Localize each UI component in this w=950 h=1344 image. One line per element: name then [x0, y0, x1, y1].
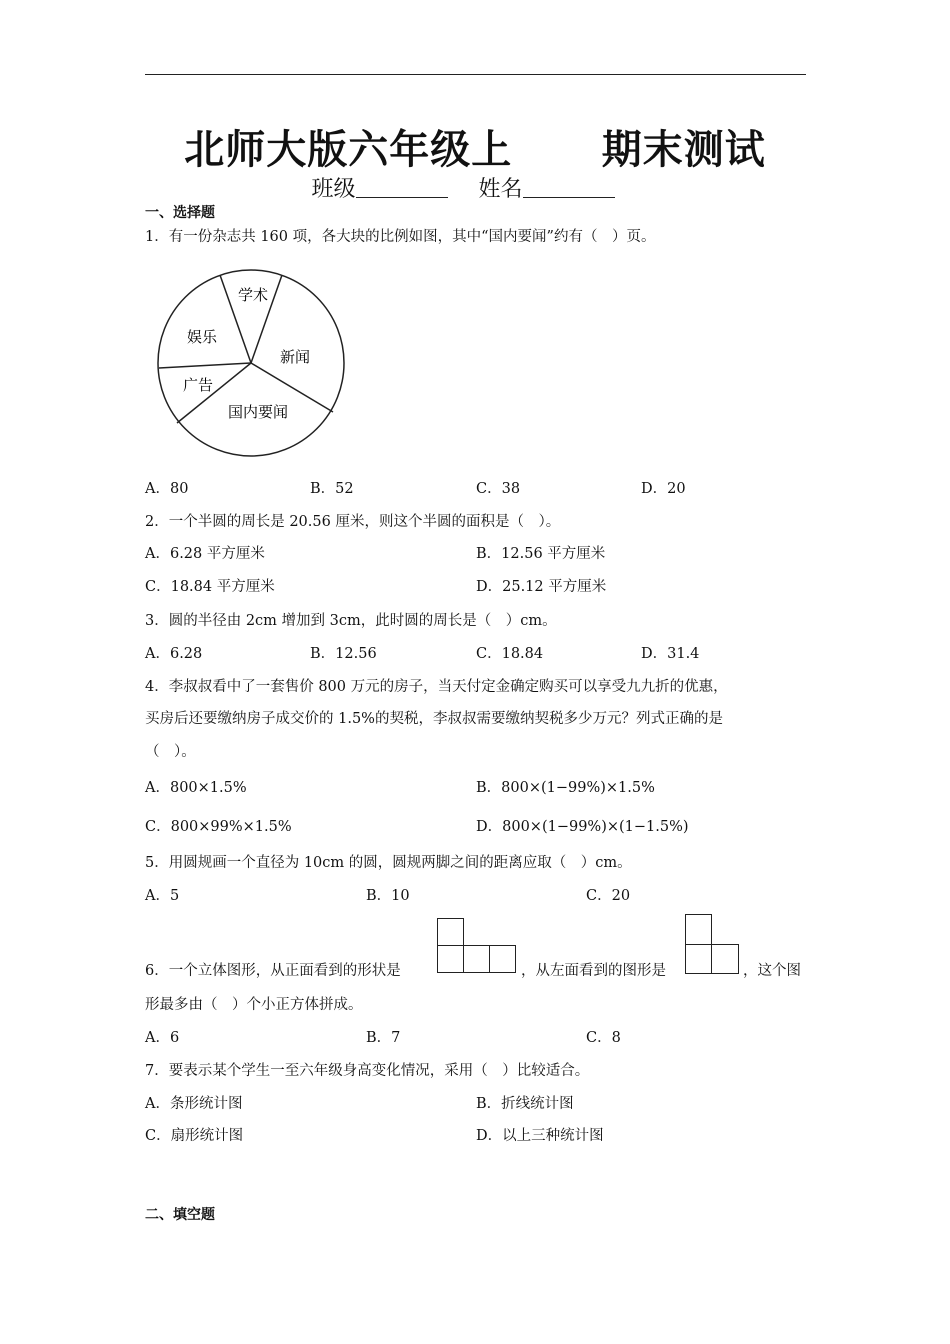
grid-cell: [711, 944, 739, 974]
q1-option-c[interactable]: C．38: [476, 481, 521, 497]
grid-cell: [437, 918, 464, 946]
question-4-line-2: 买房后还要缴纳房子成交价的 1.5%的契税，李叔叔需要缴纳契税多少万元？列式正确的是: [145, 711, 723, 727]
front-view-figure: [437, 918, 517, 974]
grid-cell: [489, 945, 516, 973]
q5-option-a[interactable]: A．5: [145, 888, 180, 904]
pie-chart: [152, 264, 352, 460]
question-3: 3．圆的半径由 2cm 增加到 3cm，此时圆的周长是（ ）cm。: [145, 613, 557, 629]
q3-option-c[interactable]: C．18.84: [476, 646, 544, 662]
question-6-part-1: 6．一个立体图形，从正面看到的形状是: [145, 963, 401, 979]
q5-option-c[interactable]: C．20: [586, 888, 631, 904]
q6-option-c[interactable]: C．8: [586, 1030, 621, 1046]
q7-option-a[interactable]: A．条形统计图: [145, 1096, 243, 1112]
pie-label-academic: 学术: [237, 286, 269, 304]
q3-option-a[interactable]: A．6.28: [145, 646, 203, 662]
left-view-figure: [685, 914, 741, 974]
grid-cell: [685, 914, 712, 945]
q7-option-b[interactable]: B．折线统计图: [476, 1096, 574, 1112]
pie-label-news: 新闻: [279, 348, 311, 366]
question-6-part-2: ，从左面看到的图形是: [521, 963, 666, 979]
question-7: 7．要表示某个学生一至六年级身高变化情况，采用（ ）比较适合。: [145, 1063, 590, 1079]
pie-label-domestic-news: 国内要闻: [227, 403, 289, 421]
question-5: 5．用圆规画一个直径为 10cm 的圆，圆规两脚之间的距离应取（ ）cm。: [145, 855, 632, 871]
q2-option-a[interactable]: A．6.28 平方厘米: [145, 546, 265, 562]
page-title: 北师大版六年级上 期末测试: [184, 127, 766, 173]
student-info-line: [0, 172, 950, 203]
class-label: 班级: [311, 177, 356, 202]
q7-option-c[interactable]: C．扇形统计图: [145, 1128, 244, 1144]
question-2: 2．一个半圆的周长是 20.56 厘米，则这个半圆的面积是（ ）。: [145, 514, 561, 530]
pie-label-entertainment: 娱乐: [186, 328, 218, 346]
q3-option-d[interactable]: D．31.4: [641, 646, 700, 662]
class-blank[interactable]: [356, 177, 448, 198]
q6-option-b[interactable]: B．7: [366, 1030, 401, 1046]
q4-option-a[interactable]: A．800×1.5%: [145, 780, 247, 796]
q4-option-d[interactable]: D．800×(1−99%)×(1−1.5%): [476, 819, 689, 835]
pie-label-ads: 广告: [182, 376, 214, 394]
q2-option-c[interactable]: C．18.84 平方厘米: [145, 579, 275, 595]
question-6-line-2: 形最多由（ ）个小正方体拼成。: [145, 997, 363, 1013]
section-fill: 二、填空题: [145, 1207, 215, 1223]
q4-option-b[interactable]: B．800×(1−99%)×1.5%: [476, 780, 655, 796]
q2-option-d[interactable]: D．25.12 平方厘米: [476, 579, 607, 595]
header-rule: [145, 74, 806, 75]
question-6-part-3: ，这个图: [743, 963, 801, 979]
q2-option-b[interactable]: B．12.56 平方厘米: [476, 546, 606, 562]
q3-option-b[interactable]: B．12.56: [310, 646, 377, 662]
name-label: 姓名: [478, 177, 523, 202]
q7-option-d[interactable]: D．以上三种统计图: [476, 1128, 604, 1144]
question-4-line-1: 4．李叔叔看中了一套售价 800 万元的房子，当天付定金确定购买可以享受九九折的优惠，: [145, 679, 728, 695]
q1-option-a[interactable]: A．80: [145, 481, 189, 497]
name-blank[interactable]: [523, 177, 615, 198]
question-1: 1．有一份杂志共 160 项，各大块的比例如图，其中“国内要闻”约有（ ）页。: [145, 229, 656, 245]
q1-option-d[interactable]: D．20: [641, 481, 686, 497]
q1-option-b[interactable]: B．52: [310, 481, 354, 497]
q6-option-a[interactable]: A．6: [145, 1030, 180, 1046]
grid-cell: [685, 944, 712, 974]
question-4-line-3: （ ）。: [145, 744, 196, 760]
q5-option-b[interactable]: B．10: [366, 888, 410, 904]
grid-cell: [463, 945, 490, 973]
q4-option-c[interactable]: C．800×99%×1.5%: [145, 819, 292, 835]
section-choice: 一、选择题: [145, 205, 215, 221]
grid-cell: [437, 945, 464, 973]
